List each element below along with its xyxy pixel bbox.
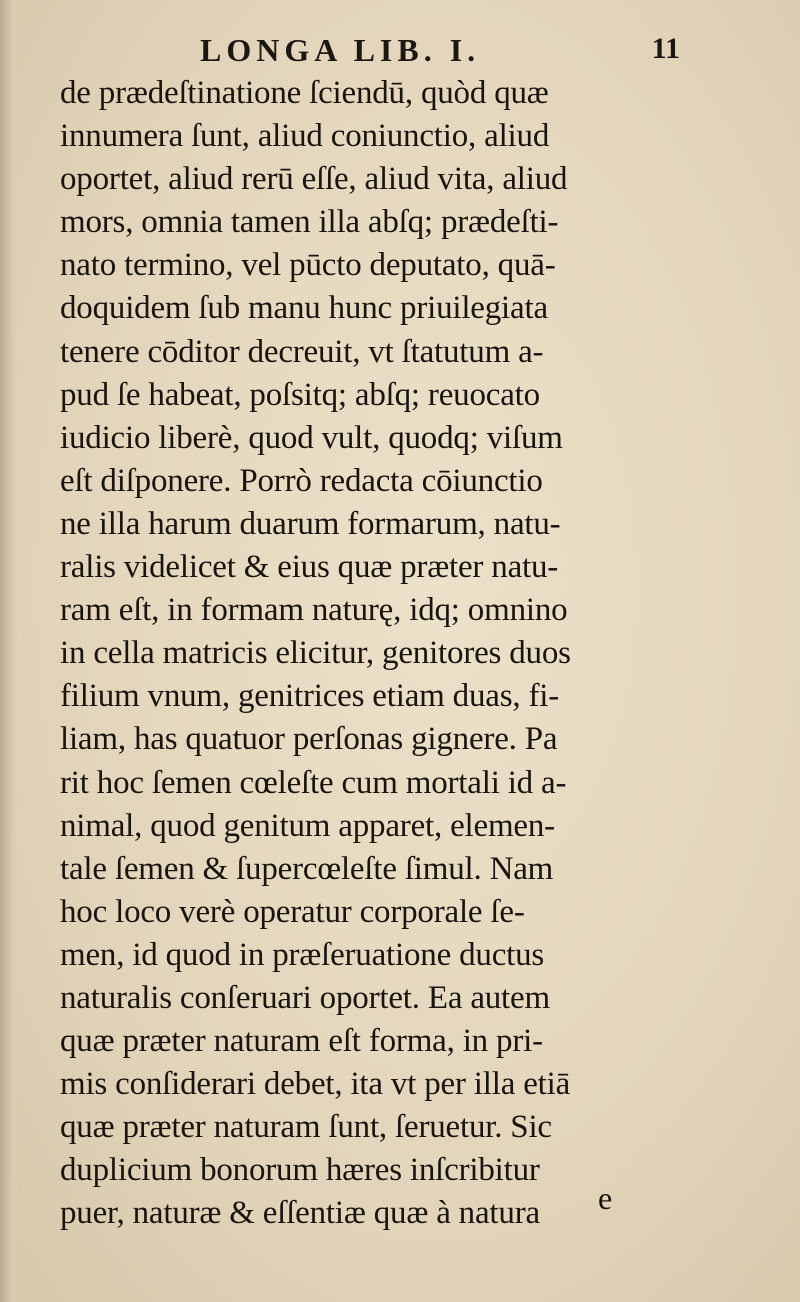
text-line: quæ præter naturam eſt forma, in pri- xyxy=(60,1023,543,1060)
text-line: filium vnum, genitrices etiam duas, fi- xyxy=(60,678,559,715)
body-text xyxy=(60,72,672,1236)
text-line: men, id quod in præſeruatione ductus xyxy=(60,936,545,973)
text-line: innumera ſunt, aliud coniunctio, aliud xyxy=(60,118,550,155)
text-line: mors, omnia tamen illa abſq; prædeſti- xyxy=(60,204,559,241)
text-line: hoc loco verè operatur corporale ſe- xyxy=(60,893,525,930)
text-line: mis conſiderari debet, ita vt per illa etiā xyxy=(60,1066,571,1103)
text-line: doquidem ſub manu hunc priuilegiata xyxy=(60,290,548,327)
text-line: ram eſt, in formam naturę, idq; omnino xyxy=(60,592,568,629)
text-line: pud ſe habeat, poſsitq; abſq; reuocato xyxy=(60,376,540,413)
text-line: tenere cōditor decreuit, vt ſtatutum a- xyxy=(60,333,544,370)
text-line: duplicium bonorum hæres inſcribitur xyxy=(60,1152,540,1189)
text-line: in cella matricis elicitur, genitores duos xyxy=(60,635,571,672)
text-line: ralis videlicet & eius quæ præter natu- xyxy=(60,549,559,586)
text-line: naturalis conſeruari oportet. Ea autem xyxy=(60,979,550,1016)
text-line: quæ præter naturam ſunt, ſeruetur. Sic xyxy=(60,1109,552,1146)
catchword: e xyxy=(598,1180,613,1216)
page-header xyxy=(60,30,680,76)
text-line: oportet, aliud rerū eſſe, aliud vita, aliud xyxy=(60,161,568,198)
text-line: liam, has quatuor perſonas gignere. Pa xyxy=(60,721,558,758)
text-line: de prædeſtinatione ſciendū, quòd quæ xyxy=(60,75,549,111)
running-title: LONGA LIB. I. xyxy=(200,32,481,68)
text-line: ne illa harum duarum formarum, natu- xyxy=(60,505,561,542)
text-line: nimal, quod genitum apparet, elemen- xyxy=(60,807,555,844)
folio-number: 11 xyxy=(651,32,680,65)
text-line: nato termino, vel pūcto deputato, quā- xyxy=(60,247,556,284)
text-line: iudicio liberè, quod vult, quodq; viſum xyxy=(60,419,563,456)
text-line: rit hoc ſemen cœleſte cum mortali id a- xyxy=(60,764,567,801)
page-gutter xyxy=(0,0,18,1302)
text-line: eſt diſponere. Porrò redacta cōiunctio xyxy=(60,462,543,499)
text-line: tale ſemen & ſupercœleſte ſimul. Nam xyxy=(60,850,554,887)
text-line: puer, naturæ & eſſentiæ quæ à natura xyxy=(60,1195,540,1232)
